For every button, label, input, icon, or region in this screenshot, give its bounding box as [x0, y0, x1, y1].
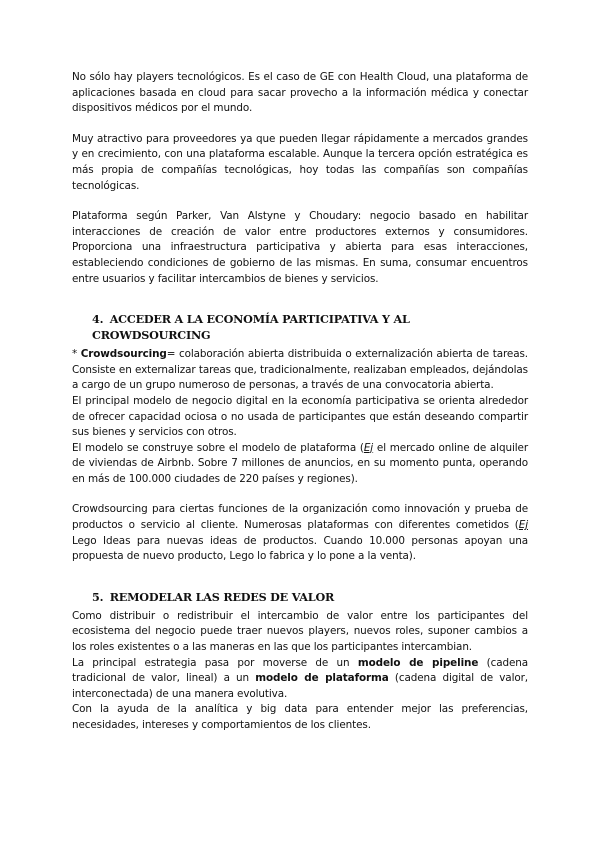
section-4-number: 4. — [92, 312, 104, 327]
paragraph-lego-ideas — [72, 502, 528, 564]
paragraph-crowdsourcing-definicion — [72, 347, 528, 394]
paragraph-pipeline-plataforma — [72, 656, 528, 703]
paragraph-redistribuir-valor: Como distribuir o redistribuir el intercambio de valor entre los participantes del ecosistema del negocio puede traer nuevos players, nuevos roles, suponer cambios a los roles existentes o a las maneras en las que los participantes intercambian. — [72, 609, 528, 654]
paragraph-plataforma-definicion: Plataforma según Parker, Van Alstyne y Choudary: negocio basado en habilitar interacciones de creación de valor entre productores externos y consumidores. Proporciona una infraestructura participativa y abierta para esas interacciones, estableciendo condiciones de gobierno de las mismas. En suma, consumar encuentros entre usuarios y facilitar intercambios de bienes y servicios. — [72, 210, 528, 285]
airbnb-text-pre: El modelo se construye sobre el modelo de plataforma ( — [72, 441, 364, 454]
term-pipeline: modelo de pipeline — [357, 656, 479, 669]
term-plataforma: modelo de plataforma — [255, 672, 389, 685]
paragraph-proveedores: Muy atractivo para proveedores ya que pueden llegar rápidamente a mercados grandes y en crecimiento, con una plataforma escalable. Aunque la tercera opción estratégica es más propia de compañías tecnológicas, hoy todas las compañías son compañías tecnológicas. — [72, 132, 528, 192]
document-page — [72, 70, 528, 734]
section-4-title: ACCEDER A LA ECONOMÍA PARTICIPATIVA Y AL CROWDSOURCING — [92, 312, 410, 343]
strategy-text-c: (cadena tradicional de valor, lineal) a un — [72, 656, 529, 685]
paragraph-economia-participativa: El principal modelo de negocio digital en la economía participativa se orienta alrededor de ofrecer capacidad ociosa o no usada de participantes que están deseando compartir sus bienes y servicios con otros. — [72, 394, 528, 439]
lego-text-pre: Crowdsourcing para ciertas funciones de la organización como innovación y prueba de productos o servicio al cliente. Numerosas plataformas con diferentes cometidos ( — [72, 503, 528, 532]
section-4-heading — [92, 311, 528, 343]
paragraph-airbnb — [72, 441, 528, 488]
example-abbrev: Ej — [518, 519, 528, 532]
section-5-number: 5. — [92, 589, 104, 604]
paragraph-health-cloud: No sólo hay players tecnológicos. Es el caso de GE con Health Cloud, una plataforma de aplicaciones basada en cloud para sacar provecho a la información médica y conectar dispositivos médicos por el mundo. — [72, 71, 528, 115]
example-abbrev: Ej — [363, 441, 374, 454]
section-5-title: REMODELAR LAS REDES DE VALOR — [109, 589, 335, 604]
section-5-heading — [92, 589, 528, 605]
bullet-prefix: * — [72, 348, 81, 361]
strategy-text-e: (cadena digital de valor, interconectada) de una manera evolutiva. — [72, 672, 528, 700]
strategy-text-a: La principal estrategia pasa por moverse de un — [72, 656, 358, 669]
crowdsourcing-definition-text: = colaboración abierta distribuida o externalización abierta de tareas. Consiste en externalizar tareas que, tradicionalmente, realizaban empleados, dejándolas a cargo de un grupo numeroso de personas, a través de una convocatoria abierta. — [72, 348, 528, 392]
lego-text-post: Lego Ideas para nuevas ideas de productos. Cuando 10.000 personas apoyan una propuesta de nuevo producto, Lego lo fabrica y lo pone a la venta). — [72, 534, 528, 563]
term-crowdsourcing: Crowdsourcing — [80, 348, 167, 361]
airbnb-text-post: el mercado online de alquiler de viviendas de Airbnb. Sobre 7 millones de anuncios, en su momento punta, operando en más de 100.000 ciudades de 220 países y regiones). — [72, 441, 528, 485]
paragraph-analitica: Con la ayuda de la analítica y big data para entender mejor las preferencias, necesidades, intereses y comportamientos de los clientes. — [72, 703, 528, 731]
